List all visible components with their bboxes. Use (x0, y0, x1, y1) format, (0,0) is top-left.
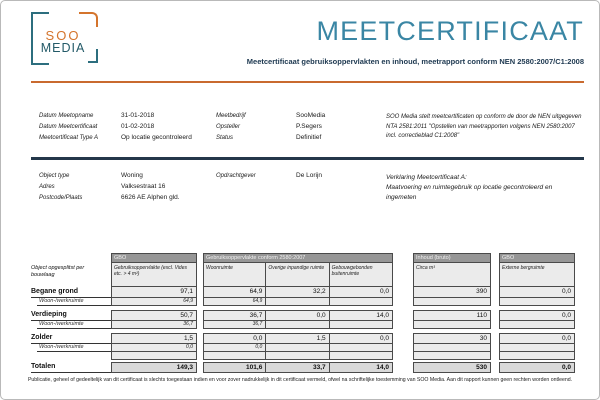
table-column (266, 262, 329, 373)
table-row-labels (31, 253, 111, 373)
empty-cell (266, 352, 329, 360)
table-column (111, 262, 197, 373)
row-label: Verdieping (31, 310, 111, 321)
subvalue-cell (499, 321, 575, 329)
column-header: Gebruiksoppervlakte (excl. Vides etc. > 4 m²) (111, 262, 197, 287)
meta-label: Datum Meetcertificaat (39, 124, 98, 130)
object-value: De Lorijn (296, 172, 323, 179)
empty-cell (499, 352, 575, 360)
object-label: Object type (39, 173, 70, 179)
empty-cell (413, 352, 491, 360)
subrow-label: Woon-/werkruimte (37, 321, 111, 329)
table-group-columns (111, 262, 197, 373)
table-group-columns (203, 262, 393, 373)
subvalue-cell (266, 298, 329, 306)
column-header: Overige inpandige ruimte (266, 262, 329, 287)
total-cell: 33,7 (266, 362, 329, 373)
table-column (203, 262, 266, 373)
object-label: Adres (39, 184, 55, 190)
page-subtitle: Meetcertificaat gebruiksoppervlakten en inhoud, meetrapport conform NEN 2580:2007/C1:2008 (246, 57, 584, 66)
measurement-table (31, 253, 575, 373)
column-header: Circa m³ (413, 262, 491, 287)
subvalue-cell: 0,0 (203, 344, 266, 352)
subvalue-cell: 64,9 (111, 298, 197, 306)
table-group-header: GBO (111, 253, 197, 262)
value-cell: 390 (413, 287, 491, 298)
row-label: Zolder (31, 333, 111, 344)
meta-value: 01-02-2018 (121, 123, 155, 130)
empty-cell (203, 352, 266, 360)
spacer (31, 253, 111, 262)
value-cell: 0,0 (499, 333, 575, 344)
meta-value: Op locatie gecontroleerd (121, 134, 192, 141)
logo-text-soo: SOO (45, 28, 81, 43)
meta-label: Meetbedrijf (216, 113, 246, 119)
value-cell: 0,0 (330, 333, 393, 344)
object-value: 6626 AE Alphen gld. (121, 194, 180, 201)
object-value: Valksestraat 16 (121, 183, 166, 190)
table-group-columns (499, 262, 575, 373)
row-label: Begane grond (31, 287, 111, 298)
value-cell: 0,0 (203, 333, 266, 344)
footer-disclaimer: Publicatie, geheel of gedeeltelijk van dit certificaat is slechts toegestaan indien en voor zover nadrukkelijk in dit certificaat vermeld, ofwel na schriftelijke toestemming van SOO Media. Aan dit rapport kunnen geen rechten worden ontleend. (27, 377, 573, 383)
table-group-header: Gebruiksoppervlakte conform 2580:2007 (203, 253, 393, 262)
table-group (499, 253, 575, 373)
empty-cell (111, 352, 197, 360)
value-cell: 97,1 (111, 287, 197, 298)
logo-text (33, 29, 93, 55)
verklaring-block (386, 173, 581, 203)
table-group (111, 253, 197, 373)
subvalue-cell (266, 344, 329, 352)
value-cell: 0,0 (499, 287, 575, 298)
object-value: Woning (121, 172, 143, 179)
meta-label: Opsteller (216, 124, 241, 130)
table-group-columns (413, 262, 491, 373)
value-cell: 32,2 (266, 287, 329, 298)
subvalue-cell: 64,9 (203, 298, 266, 306)
subvalue-cell: 0,0 (111, 344, 197, 352)
meta-value: SooMedia (296, 112, 326, 119)
totals-label: Totalen (31, 362, 111, 373)
subvalue-cell (330, 298, 393, 306)
table-column (330, 262, 393, 373)
table-group-header: GBO (499, 253, 575, 262)
object-label: Opdrachtgever (216, 173, 256, 179)
empty-cell (330, 352, 393, 360)
nen-conformity-note: SOO Media stelt meetcertificaten op conform de door de NEN uitgegeven NTA 2581:2011 "Opstellen van meetrapporten volgens NEN 2580:2007 incl. correctieblad C1:2008" (386, 114, 582, 139)
verklaring-title: Verklaring Meetcertificaat A: (386, 174, 467, 181)
subvalue-cell (499, 344, 575, 352)
value-cell: 30 (413, 333, 491, 344)
subvalue-cell (330, 321, 393, 329)
meta-label: Meetcertificaat Type A (39, 135, 99, 141)
value-cell: 14,0 (330, 310, 393, 321)
total-cell: 101,6 (203, 362, 266, 373)
meta-value: 31-01-2018 (121, 112, 155, 119)
value-cell: 36,7 (203, 310, 266, 321)
value-cell: 0,0 (330, 287, 393, 298)
object-label: Postcode/Plaats (39, 195, 83, 201)
soomedia-logo (31, 9, 111, 67)
total-cell: 0,0 (499, 362, 575, 373)
logo-frame-corner-icon (79, 12, 98, 27)
subvalue-cell (413, 344, 491, 352)
meta-label: Datum Meetopname (39, 113, 94, 119)
value-cell: 1,5 (266, 333, 329, 344)
subrow-label: Woon-/werkruimte (37, 344, 111, 352)
total-cell: 149,3 (111, 362, 197, 373)
subvalue-cell (330, 344, 393, 352)
table-group (203, 253, 393, 373)
verklaring-text: Maatvoering en ruimtegebruik op locatie gecontroleerd en ingemeten (386, 184, 553, 201)
value-cell: 0,0 (499, 310, 575, 321)
logo-text-media: MEDIA (40, 41, 86, 55)
subvalue-cell (413, 298, 491, 306)
subvalue-cell (499, 298, 575, 306)
subvalue-cell: 36,7 (203, 321, 266, 329)
table-group-header: Inhoud (bruto) (413, 253, 491, 262)
meta-value: Definitief (296, 134, 322, 141)
subvalue-cell (266, 321, 329, 329)
total-cell: 14,0 (330, 362, 393, 373)
table-group (413, 253, 491, 373)
subvalue-cell: 36,7 (111, 321, 197, 329)
navy-divider (31, 157, 584, 160)
subvalue-cell (413, 321, 491, 329)
meta-value: P.Segers (296, 123, 322, 130)
subrow-label: Woon-/werkruimte (37, 298, 111, 306)
value-cell: 110 (413, 310, 491, 321)
orange-divider (31, 81, 584, 83)
page-title: MEETCERTIFICAAT (316, 16, 584, 46)
value-cell: 50,7 (111, 310, 197, 321)
column-header: Externe bergruimte (499, 262, 575, 287)
table-axis-label: Object opgesplitst per bouwlaag (31, 265, 85, 278)
value-cell: 64,9 (203, 287, 266, 298)
column-header: Woonruimte (203, 262, 266, 287)
value-cell: 0,0 (266, 310, 329, 321)
meta-label: Status (216, 135, 234, 141)
column-header: Gebouwgebonden buitenruimte (330, 262, 393, 287)
empty-row-label (31, 352, 111, 360)
table-column (499, 262, 575, 373)
table-column (413, 262, 491, 373)
value-cell: 1,5 (111, 333, 197, 344)
total-cell: 530 (413, 362, 491, 373)
